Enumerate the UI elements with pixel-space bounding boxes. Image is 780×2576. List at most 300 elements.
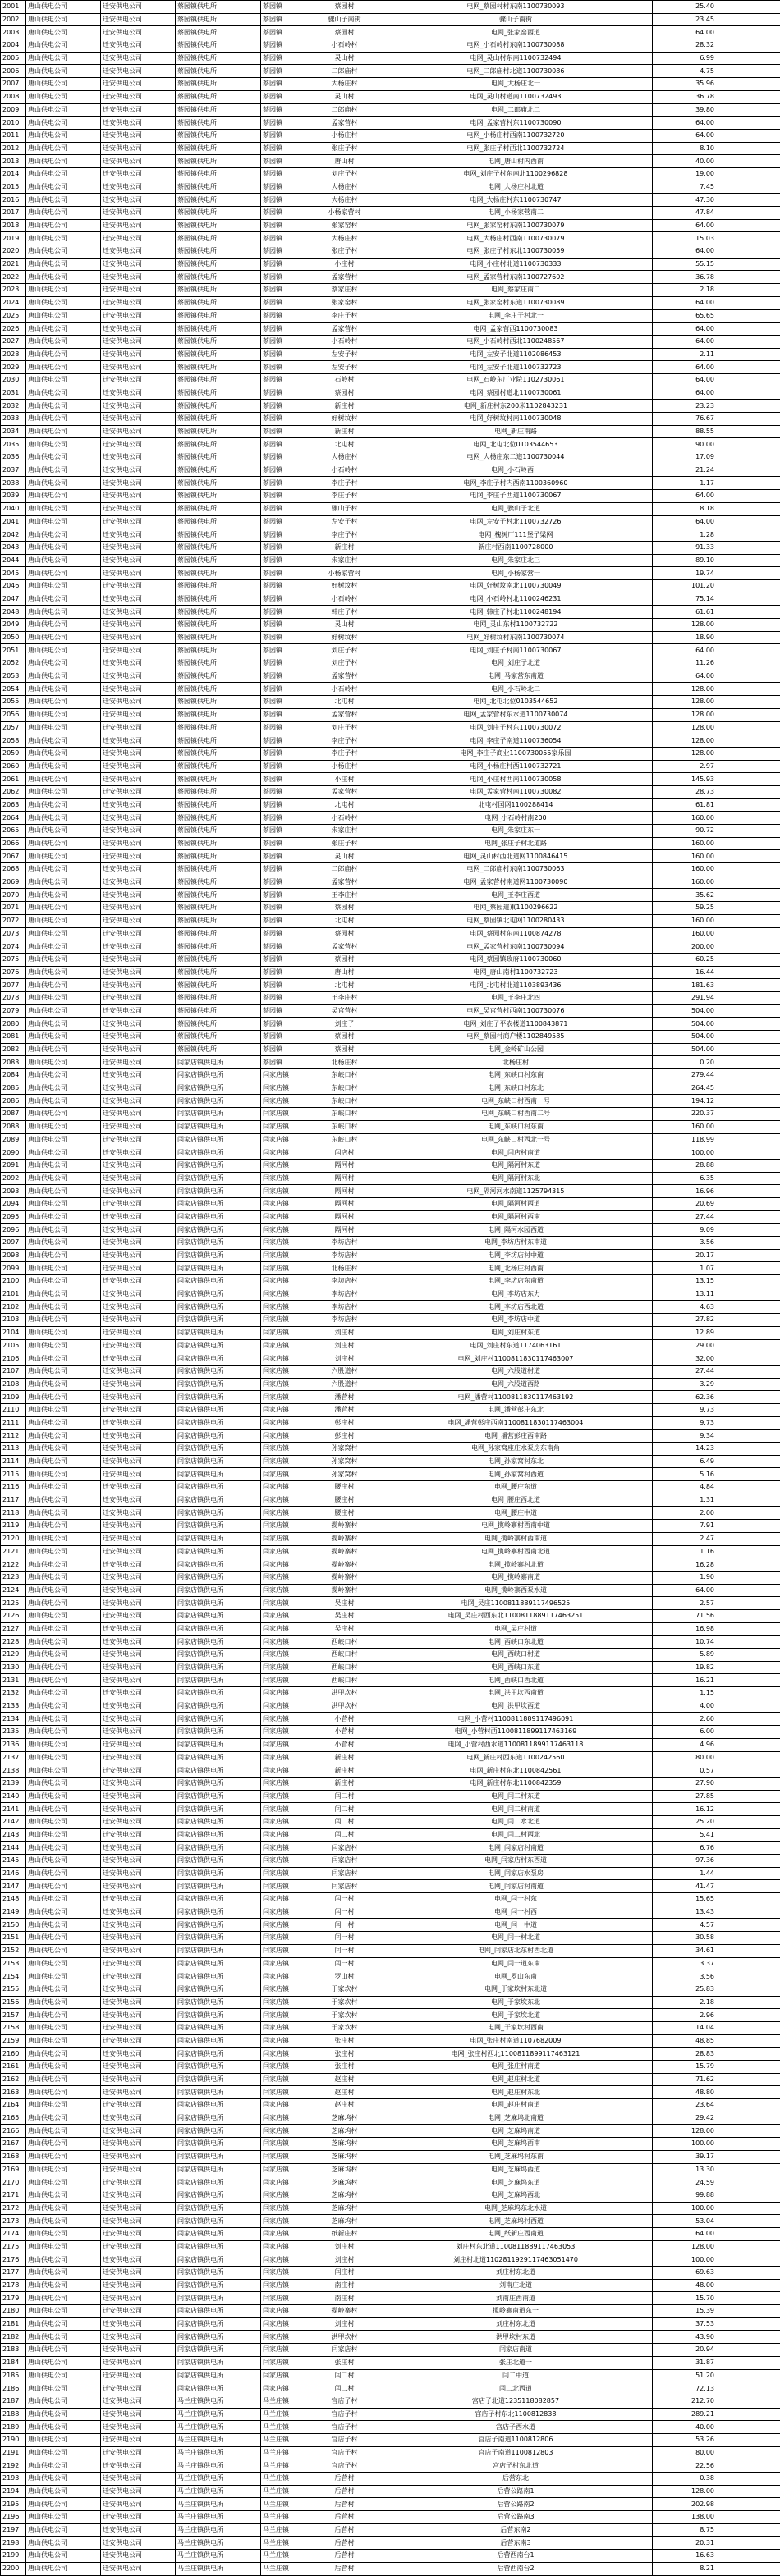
table-row: [1, 2550, 780, 2563]
table-row: [1, 2523, 780, 2537]
location-name-cell: 电网_潘营彭庄西南路: [379, 1430, 653, 1443]
table-row: [1, 2485, 780, 2498]
branch-company-cell: 迁安供电公司: [101, 387, 176, 400]
capacity-value-cell: 64.00: [653, 219, 780, 232]
capacity-value-cell: 72.13: [653, 2382, 780, 2395]
company-cell: 唐山供电公司: [26, 1919, 101, 1932]
supply-station-cell: 闫家店镇供电所: [176, 1301, 261, 1314]
town-cell: 闫家店镇: [261, 2227, 310, 2240]
town-cell: 闫家店镇: [261, 1842, 310, 1855]
supply-station-cell: 蔡园镇供电所: [176, 940, 261, 954]
village-cell: 揽岭寨村: [310, 2305, 379, 2318]
supply-station-cell: 闫家店镇供电所: [176, 1056, 261, 1069]
branch-company-cell: 迁安供电公司: [101, 438, 176, 451]
location-name-cell: 电网_左安子村北1100732726: [379, 515, 653, 528]
village-cell: 蔡园村: [310, 953, 379, 966]
town-cell: 闫家店镇: [261, 1481, 310, 1494]
capacity-value-cell: 76.67: [653, 413, 780, 426]
village-cell: 张庄村: [310, 2034, 379, 2048]
branch-company-cell: 迁安供电公司: [101, 953, 176, 966]
town-cell: 马兰庄镇: [261, 2473, 310, 2486]
table-row: [1, 657, 780, 670]
town-cell: 闫家店镇: [261, 1455, 310, 1468]
capacity-value-cell: 160.00: [653, 914, 780, 927]
row-number-cell: 2183: [1, 2344, 26, 2357]
location-name-cell: 电网_小石岭北二: [379, 683, 653, 696]
village-cell: 张庄子村: [310, 245, 379, 259]
location-name-cell: 电网_刘庄子村南1100730067: [379, 644, 653, 657]
table-row: [1, 863, 780, 876]
table-row: [1, 1391, 780, 1404]
capacity-value-cell: 7.91: [653, 1520, 780, 1533]
branch-company-cell: 迁安供电公司: [101, 335, 176, 348]
location-name-cell: 电网_北屯北位0103544653: [379, 438, 653, 451]
row-number-cell: 2059: [1, 747, 26, 760]
town-cell: 闫家店镇: [261, 1803, 310, 1816]
company-cell: 唐山供电公司: [26, 1416, 101, 1430]
supply-station-cell: 蔡园镇供电所: [176, 155, 261, 168]
town-cell: 蔡园镇: [261, 207, 310, 220]
row-number-cell: 2106: [1, 1352, 26, 1366]
branch-company-cell: 迁安供电公司: [101, 863, 176, 876]
row-number-cell: 2077: [1, 979, 26, 992]
branch-company-cell: 迁安供电公司: [101, 1301, 176, 1314]
company-cell: 唐山供电公司: [26, 773, 101, 786]
company-cell: 唐山供电公司: [26, 708, 101, 721]
row-number-cell: 2161: [1, 2061, 26, 2074]
supply-station-cell: 闫家店镇供电所: [176, 1326, 261, 1339]
row-number-cell: 2023: [1, 284, 26, 297]
table-row: [1, 52, 780, 65]
supply-station-cell: 蔡园镇供电所: [176, 670, 261, 683]
village-cell: 隔河村: [310, 1224, 379, 1237]
supply-station-cell: 马兰庄镇供电所: [176, 2421, 261, 2434]
company-cell: 唐山供电公司: [26, 2073, 101, 2086]
location-name-cell: 电网_揽岭寨南道: [379, 1571, 653, 1584]
row-number-cell: 2007: [1, 78, 26, 91]
branch-company-cell: 迁安供电公司: [101, 889, 176, 902]
village-cell: 小杨家营村: [310, 207, 379, 220]
village-cell: 东峡口村: [310, 1082, 379, 1095]
supply-station-cell: 蔡园镇供电所: [176, 953, 261, 966]
town-cell: 闫家店镇: [261, 1365, 310, 1378]
town-cell: 闫家店镇: [261, 1159, 310, 1172]
company-cell: 唐山供电公司: [26, 2550, 101, 2563]
row-number-cell: 2085: [1, 1082, 26, 1095]
table-row: [1, 940, 780, 954]
village-cell: 张庄村: [310, 2061, 379, 2074]
town-cell: 蔡园镇: [261, 258, 310, 271]
table-row: [1, 1764, 780, 1778]
village-cell: 闫家店村: [310, 1867, 379, 1880]
village-cell: 小杨庄村: [310, 760, 379, 773]
location-name-cell: 电网_好树坟村东南1100730074: [379, 631, 653, 644]
company-cell: 唐山供电公司: [26, 2473, 101, 2486]
town-cell: 蔡园镇: [261, 773, 310, 786]
branch-company-cell: 迁安供电公司: [101, 515, 176, 528]
table-row: [1, 953, 780, 966]
row-number-cell: 2046: [1, 579, 26, 593]
supply-station-cell: 闫家店镇供电所: [176, 1880, 261, 1893]
capacity-value-cell: 128.00: [653, 2125, 780, 2138]
company-cell: 唐山供电公司: [26, 1932, 101, 1945]
branch-company-cell: 迁安供电公司: [101, 1197, 176, 1210]
village-cell: 芝麻坞村: [310, 2189, 379, 2202]
company-cell: 唐山供电公司: [26, 953, 101, 966]
row-number-cell: 2155: [1, 1983, 26, 1996]
location-name-cell: 电网_芝麻坞东道: [379, 2176, 653, 2189]
location-name-cell: 刘庄村东北道: [379, 2267, 653, 2280]
supply-station-cell: 闫家店镇供电所: [176, 1558, 261, 1572]
table-row: [1, 2253, 780, 2267]
capacity-value-cell: 160.00: [653, 876, 780, 889]
table-row: [1, 348, 780, 361]
location-name-cell: 电网_小营村西水道1100811899117463118: [379, 1738, 653, 1751]
town-cell: 蔡园镇: [261, 490, 310, 503]
branch-company-cell: 迁安供电公司: [101, 1159, 176, 1172]
table-row: [1, 773, 780, 786]
capacity-value-cell: 61.61: [653, 606, 780, 619]
location-name-cell: 电网_王李庄北四: [379, 991, 653, 1004]
branch-company-cell: 迁安供电公司: [101, 1597, 176, 1610]
company-cell: 唐山供电公司: [26, 657, 101, 670]
row-number-cell: 2076: [1, 966, 26, 979]
row-number-cell: 2139: [1, 1777, 26, 1790]
company-cell: 唐山供电公司: [26, 1301, 101, 1314]
supply-station-cell: 蔡园镇供电所: [176, 39, 261, 53]
branch-company-cell: 迁安供电公司: [101, 464, 176, 477]
company-cell: 唐山供电公司: [26, 2267, 101, 2280]
capacity-value-cell: 15.79: [653, 2061, 780, 2074]
company-cell: 唐山供电公司: [26, 991, 101, 1004]
branch-company-cell: 迁安供电公司: [101, 1751, 176, 1764]
branch-company-cell: 迁安供电公司: [101, 1468, 176, 1481]
table-row: [1, 541, 780, 554]
supply-station-cell: 蔡园镇供电所: [176, 129, 261, 142]
capacity-value-cell: 99.88: [653, 2189, 780, 2202]
row-number-cell: 2107: [1, 1365, 26, 1378]
company-cell: 唐山供电公司: [26, 219, 101, 232]
branch-company-cell: 迁安供电公司: [101, 2485, 176, 2498]
location-name-cell: 宫店子南道1100812803: [379, 2446, 653, 2459]
capacity-value-cell: 64.00: [653, 323, 780, 336]
branch-company-cell: 迁安供电公司: [101, 1790, 176, 1803]
branch-company-cell: 迁安供电公司: [101, 1919, 176, 1932]
supply-station-cell: 蔡园镇供电所: [176, 1018, 261, 1031]
town-cell: 闫家店镇: [261, 2138, 310, 2151]
supply-station-cell: 马兰庄镇供电所: [176, 2459, 261, 2473]
location-name-cell: 电网_大杨庄村西南1100730079: [379, 232, 653, 245]
row-number-cell: 2167: [1, 2138, 26, 2151]
table-row: [1, 644, 780, 657]
supply-station-cell: 闫家店镇供电所: [176, 1636, 261, 1649]
supply-station-cell: 闫家店镇供电所: [176, 1842, 261, 1855]
branch-company-cell: 迁安供电公司: [101, 927, 176, 940]
village-cell: 孙家窝村: [310, 1443, 379, 1456]
village-cell: 闫一村: [310, 1919, 379, 1932]
row-number-cell: 2177: [1, 2267, 26, 2280]
location-name-cell: 电网_东峡口村东北: [379, 1082, 653, 1095]
supply-station-cell: 闫家店镇供电所: [176, 1082, 261, 1095]
town-cell: 蔡园镇: [261, 309, 310, 323]
town-cell: 蔡园镇: [261, 708, 310, 721]
location-name-cell: 电网_孟家营村东南1100727602: [379, 271, 653, 284]
row-number-cell: 2150: [1, 1919, 26, 1932]
supply-station-cell: 闫家店镇供电所: [176, 1674, 261, 1687]
table-row: [1, 1185, 780, 1198]
capacity-value-cell: 19.74: [653, 567, 780, 580]
location-name-cell: 北屯村国网1100288414: [379, 798, 653, 812]
village-cell: 闫家店村: [310, 1842, 379, 1855]
town-cell: 闫家店镇: [261, 1430, 310, 1443]
branch-company-cell: 迁安供电公司: [101, 245, 176, 259]
capacity-value-cell: 64.00: [653, 670, 780, 683]
village-cell: 孟家营村: [310, 117, 379, 130]
supply-station-cell: 闫家店镇供电所: [176, 1288, 261, 1301]
company-cell: 唐山供电公司: [26, 2138, 101, 2151]
location-name-cell: 电网_闫二村东道: [379, 1790, 653, 1803]
town-cell: 蔡园镇: [261, 1031, 310, 1044]
table-row: [1, 1403, 780, 1416]
location-name-cell: 电网_刘庄村东道: [379, 1326, 653, 1339]
company-cell: 唐山供电公司: [26, 1970, 101, 1983]
location-name-cell: 电网_蔡园村东南1100874278: [379, 927, 653, 940]
branch-company-cell: 迁安供电公司: [101, 1326, 176, 1339]
location-name-cell: 后营西南台1: [379, 2550, 653, 2563]
capacity-value-cell: 7.45: [653, 181, 780, 194]
capacity-value-cell: 23.23: [653, 400, 780, 413]
town-cell: 闫家店镇: [261, 1494, 310, 1507]
company-cell: 唐山供电公司: [26, 1661, 101, 1674]
village-cell: 李坊店村: [310, 1275, 379, 1288]
location-name-cell: 电网_芝麻坞西北: [379, 2189, 653, 2202]
company-cell: 唐山供电公司: [26, 863, 101, 876]
village-cell: 李庄子村: [310, 490, 379, 503]
row-number-cell: 2063: [1, 798, 26, 812]
location-name-cell: 电网_张庄村南道: [379, 2061, 653, 2074]
village-cell: 灵山村: [310, 52, 379, 65]
table-row: [1, 1584, 780, 1597]
company-cell: 唐山供电公司: [26, 721, 101, 734]
location-name-cell: 电网_潘营彭庄西南1100811830117463004: [379, 1416, 653, 1430]
company-cell: 唐山供电公司: [26, 1056, 101, 1069]
village-cell: 孟家营村: [310, 708, 379, 721]
supply-station-cell: 蔡园镇供电所: [176, 361, 261, 374]
company-cell: 唐山供电公司: [26, 245, 101, 259]
supply-station-cell: 闫家店镇供电所: [176, 1120, 261, 1133]
company-cell: 唐山供电公司: [26, 1288, 101, 1301]
village-cell: 新庄村: [310, 425, 379, 438]
row-number-cell: 2197: [1, 2523, 26, 2537]
row-number-cell: 2179: [1, 2292, 26, 2305]
company-cell: 唐山供电公司: [26, 1018, 101, 1031]
location-name-cell: 电网_刘庄村1100811830117463007: [379, 1352, 653, 1366]
supply-station-cell: 闫家店镇供电所: [176, 1146, 261, 1160]
village-cell: 隔河村: [310, 1197, 379, 1210]
branch-company-cell: 迁安供电公司: [101, 1494, 176, 1507]
town-cell: 闫家店镇: [261, 2317, 310, 2331]
capacity-value-cell: 3.56: [653, 1237, 780, 1250]
supply-station-cell: 马兰庄镇供电所: [176, 2473, 261, 2486]
town-cell: 蔡园镇: [261, 167, 310, 181]
branch-company-cell: 迁安供电公司: [101, 1649, 176, 1662]
supply-station-cell: 闫家店镇供电所: [176, 1609, 261, 1622]
capacity-value-cell: 128.00: [653, 721, 780, 734]
supply-station-cell: 闫家店镇供电所: [176, 2048, 261, 2061]
capacity-value-cell: 19.00: [653, 167, 780, 181]
location-name-cell: 电网_左安子北道1100732723: [379, 361, 653, 374]
capacity-value-cell: 1.44: [653, 1867, 780, 1880]
town-cell: 闫家店镇: [261, 2344, 310, 2357]
capacity-value-cell: 64.00: [653, 490, 780, 503]
supply-station-cell: 闫家店镇供电所: [176, 1777, 261, 1790]
location-name-cell: 电网_李坊店村东南道: [379, 1237, 653, 1250]
supply-station-cell: 蔡园镇供电所: [176, 464, 261, 477]
village-cell: 好树坟村: [310, 579, 379, 593]
capacity-value-cell: 4.96: [653, 1738, 780, 1751]
company-cell: 唐山供电公司: [26, 1893, 101, 1906]
village-cell: 宫店子村: [310, 2395, 379, 2408]
location-name-cell: 电网_蔡家庄南二: [379, 284, 653, 297]
table-row: [1, 296, 780, 309]
supply-station-cell: 闫家店镇供电所: [176, 1687, 261, 1700]
town-cell: 闫家店镇: [261, 1906, 310, 1919]
branch-company-cell: 迁安供电公司: [101, 1378, 176, 1391]
branch-company-cell: 迁安供电公司: [101, 2292, 176, 2305]
village-cell: 揽岭寨村: [310, 1571, 379, 1584]
branch-company-cell: 迁安供电公司: [101, 567, 176, 580]
table-row: [1, 1919, 780, 1932]
location-name-cell: 电网_朱家庄东一: [379, 825, 653, 838]
table-row: [1, 1082, 780, 1095]
village-cell: 东峡口村: [310, 1120, 379, 1133]
supply-station-cell: 蔡园镇供电所: [176, 348, 261, 361]
location-name-cell: 电网_芝麻坞村西道: [379, 2215, 653, 2228]
capacity-value-cell: 14.04: [653, 2021, 780, 2034]
location-name-cell: 电网_灵山村西北道网1100846415: [379, 850, 653, 863]
capacity-value-cell: 4.57: [653, 1919, 780, 1932]
location-name-cell: 电网_孟家营西1100730083: [379, 323, 653, 336]
village-cell: 后营村: [310, 2498, 379, 2511]
village-cell: 腰庄村: [310, 1494, 379, 1507]
village-cell: 闫庄村: [310, 2267, 379, 2280]
company-cell: 唐山供电公司: [26, 1133, 101, 1146]
location-name-cell: 电网_小杨家营南二: [379, 207, 653, 220]
row-number-cell: 2081: [1, 1031, 26, 1044]
table-row: [1, 825, 780, 838]
branch-company-cell: 迁安供电公司: [101, 425, 176, 438]
row-number-cell: 2190: [1, 2433, 26, 2446]
village-cell: 蔡园村: [310, 26, 379, 39]
company-cell: 唐山供电公司: [26, 2009, 101, 2022]
supply-station-cell: 蔡园镇供电所: [176, 991, 261, 1004]
company-cell: 唐山供电公司: [26, 1609, 101, 1622]
company-cell: 唐山供电公司: [26, 1636, 101, 1649]
supply-station-cell: 蔡园镇供电所: [176, 657, 261, 670]
branch-company-cell: 迁安供电公司: [101, 554, 176, 567]
branch-company-cell: 迁安供电公司: [101, 2034, 176, 2048]
town-cell: 闫家店镇: [261, 1777, 310, 1790]
table-row: [1, 1609, 780, 1622]
branch-company-cell: 迁安供电公司: [101, 52, 176, 65]
location-name-cell: 电网_芝麻坞东北水道: [379, 2202, 653, 2215]
row-number-cell: 2027: [1, 335, 26, 348]
company-cell: 唐山供电公司: [26, 52, 101, 65]
table-row: [1, 78, 780, 91]
company-cell: 唐山供电公司: [26, 1339, 101, 1352]
capacity-value-cell: 160.00: [653, 927, 780, 940]
town-cell: 闫家店镇: [261, 1443, 310, 1456]
branch-company-cell: 迁安供电公司: [101, 1249, 176, 1262]
branch-company-cell: 迁安供电公司: [101, 1726, 176, 1739]
company-cell: 唐山供电公司: [26, 2395, 101, 2408]
company-cell: 唐山供电公司: [26, 2189, 101, 2202]
branch-company-cell: 迁安供电公司: [101, 167, 176, 181]
village-cell: 揽岭寨村: [310, 1584, 379, 1597]
row-number-cell: 2084: [1, 1069, 26, 1082]
table-row: [1, 1056, 780, 1069]
company-cell: 唐山供电公司: [26, 1146, 101, 1160]
village-cell: 好树坟村: [310, 413, 379, 426]
table-row: [1, 631, 780, 644]
supply-station-cell: 闫家店镇供电所: [176, 2240, 261, 2253]
table-row: [1, 1855, 780, 1868]
capacity-value-cell: 8.10: [653, 142, 780, 155]
location-name-cell: 电网_小庄村北道1100730333: [379, 258, 653, 271]
supply-station-cell: 蔡园镇供电所: [176, 207, 261, 220]
village-cell: 刘庄子村: [310, 167, 379, 181]
branch-company-cell: 迁安供电公司: [101, 541, 176, 554]
supply-station-cell: 闫家店镇供电所: [176, 1957, 261, 1970]
table-row: [1, 490, 780, 503]
supply-station-cell: 蔡园镇供电所: [176, 515, 261, 528]
location-name-cell: 电网_二郎庙村北道1100730086: [379, 65, 653, 78]
town-cell: 闫家店镇: [261, 1378, 310, 1391]
row-number-cell: 2138: [1, 1764, 26, 1778]
location-name-cell: 电网_北屯村北道1103893436: [379, 979, 653, 992]
village-cell: 大杨庄村: [310, 181, 379, 194]
row-number-cell: 2032: [1, 400, 26, 413]
row-number-cell: 2189: [1, 2421, 26, 2434]
table-row: [1, 812, 780, 825]
location-name-cell: 电网_闫家店北东村西北道: [379, 1944, 653, 1957]
capacity-value-cell: 40.00: [653, 155, 780, 168]
branch-company-cell: 迁安供电公司: [101, 90, 176, 103]
supply-station-cell: 蔡园镇供电所: [176, 914, 261, 927]
village-cell: 后营村: [310, 2550, 379, 2563]
supply-station-cell: 闫家店镇供电所: [176, 1262, 261, 1275]
supply-station-cell: 闫家店镇供电所: [176, 2163, 261, 2176]
town-cell: 蔡园镇: [261, 464, 310, 477]
town-cell: 蔡园镇: [261, 1004, 310, 1018]
location-name-cell: 电网_刘庄子北道: [379, 657, 653, 670]
town-cell: 马兰庄镇: [261, 2523, 310, 2537]
company-cell: 唐山供电公司: [26, 1082, 101, 1095]
row-number-cell: 2180: [1, 2305, 26, 2318]
village-cell: 石岭村: [310, 373, 379, 387]
company-cell: 唐山供电公司: [26, 155, 101, 168]
town-cell: 蔡园镇: [261, 785, 310, 798]
company-cell: 唐山供电公司: [26, 78, 101, 91]
company-cell: 唐山供电公司: [26, 1815, 101, 1828]
town-cell: 闫家店镇: [261, 1738, 310, 1751]
row-number-cell: 2056: [1, 708, 26, 721]
town-cell: 马兰庄镇: [261, 2550, 310, 2563]
company-cell: 唐山供电公司: [26, 2150, 101, 2163]
village-cell: 南庄村: [310, 2279, 379, 2292]
location-name-cell: 电网_蔡园道東1100296622: [379, 902, 653, 915]
row-number-cell: 2130: [1, 1661, 26, 1674]
